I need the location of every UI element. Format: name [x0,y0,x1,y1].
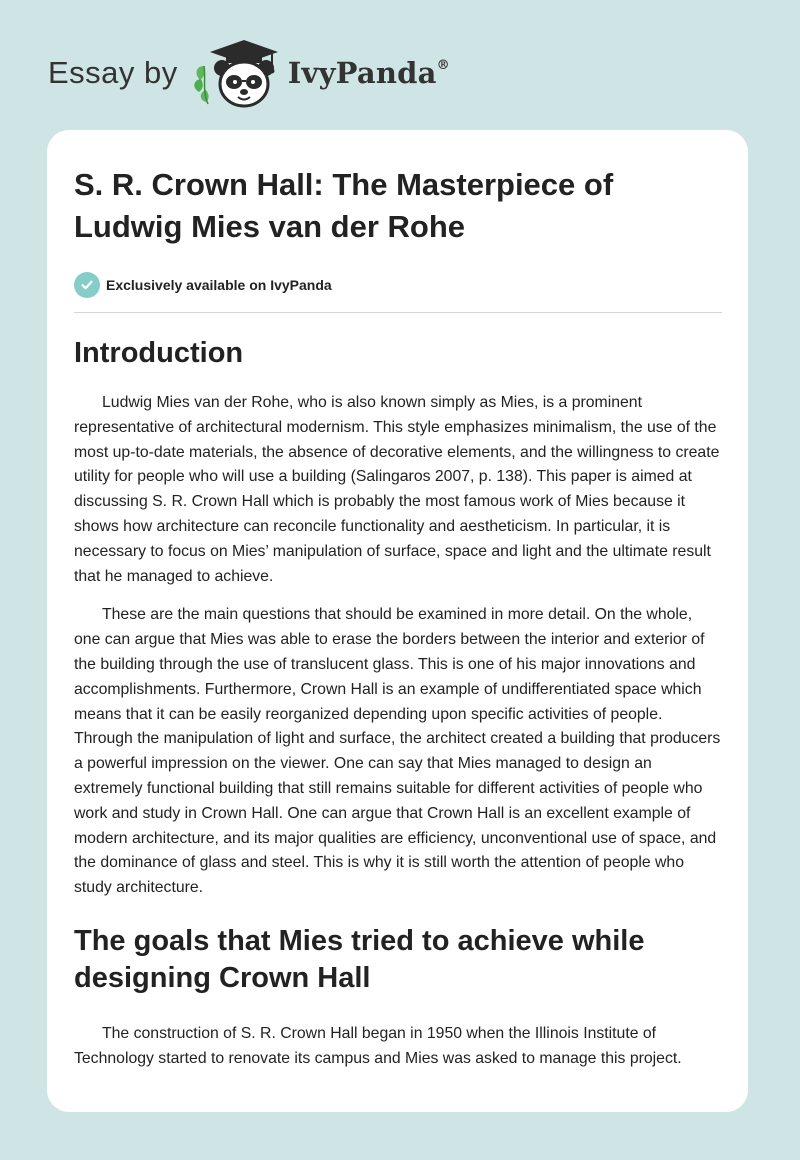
paragraph: These are the main questions that should be examined in more detail. On the whole, one can argue that Mies was able to erase the borders between the interior and exterior of the building through the use of translucent glass. This is one of his major innovations and accomplishments. Furthermore, Crown Hall is an example of undifferentiated space which means that it can be easily reorganized depending upon specific activities of people. Through the manipulation of light and surface, the architect created a building that producers a powerful impression on the viewer. One can say that Mies managed to design an extremely functional building that still remains suitable for different activities of people who work and study in Crown Hall. One can argue that Crown Hall is an excellent example of modern architecture, and its major qualities are efficiency, unconventional use of space, and the dominance of glass and steel. This is why it is still worth the attention of people who study architecture. [74,606,721,897]
article-title: S. R. Crown Hall: The Masterpiece of Ludwig Mies van der Rohe [74,167,614,244]
panda-graduate-icon [192,36,284,110]
exclusive-badge-text: Exclusively available on IvyPanda [106,277,332,293]
brand-name [288,56,450,90]
section-heading-goals: The goals that Mies tried to achieve while designing Crown Hall [74,924,645,994]
site-header [48,36,450,110]
section-heading-introduction: Introduction [74,337,244,369]
paragraph: Ludwig Mies van der Rohe, who is also known simply as Mies, is a prominent representative of architectural modernism. This style emphasizes minimalism, the use of the most up-to-date materials, the absence of decorative elements, and the willingness to create utility for people who will use a building (Salingaros 2007, p. 138). This paper is aimed at discussing S. R. Crown Hall which is probably the most famous work of Mies because it shows how architecture can reconcile functionality and aestheticism. In particular, it is necessary to focus on Mies’ manipulation of surface, space and light and the ultimate result that he managed to achieve. [74,394,720,585]
paragraph: The construction of S. R. Crown Hall began in 1950 when the Illinois Institute of Technology started to renovate its campus and Mies was asked to manage this project. [74,1024,682,1067]
brand-text: IvyPanda [287,56,437,90]
essay-by-label: Essay by [48,55,178,90]
divider [74,312,722,313]
exclusive-badge [74,272,722,298]
article-card [47,130,748,1112]
registered-mark: ® [436,58,450,73]
check-icon [74,272,100,298]
